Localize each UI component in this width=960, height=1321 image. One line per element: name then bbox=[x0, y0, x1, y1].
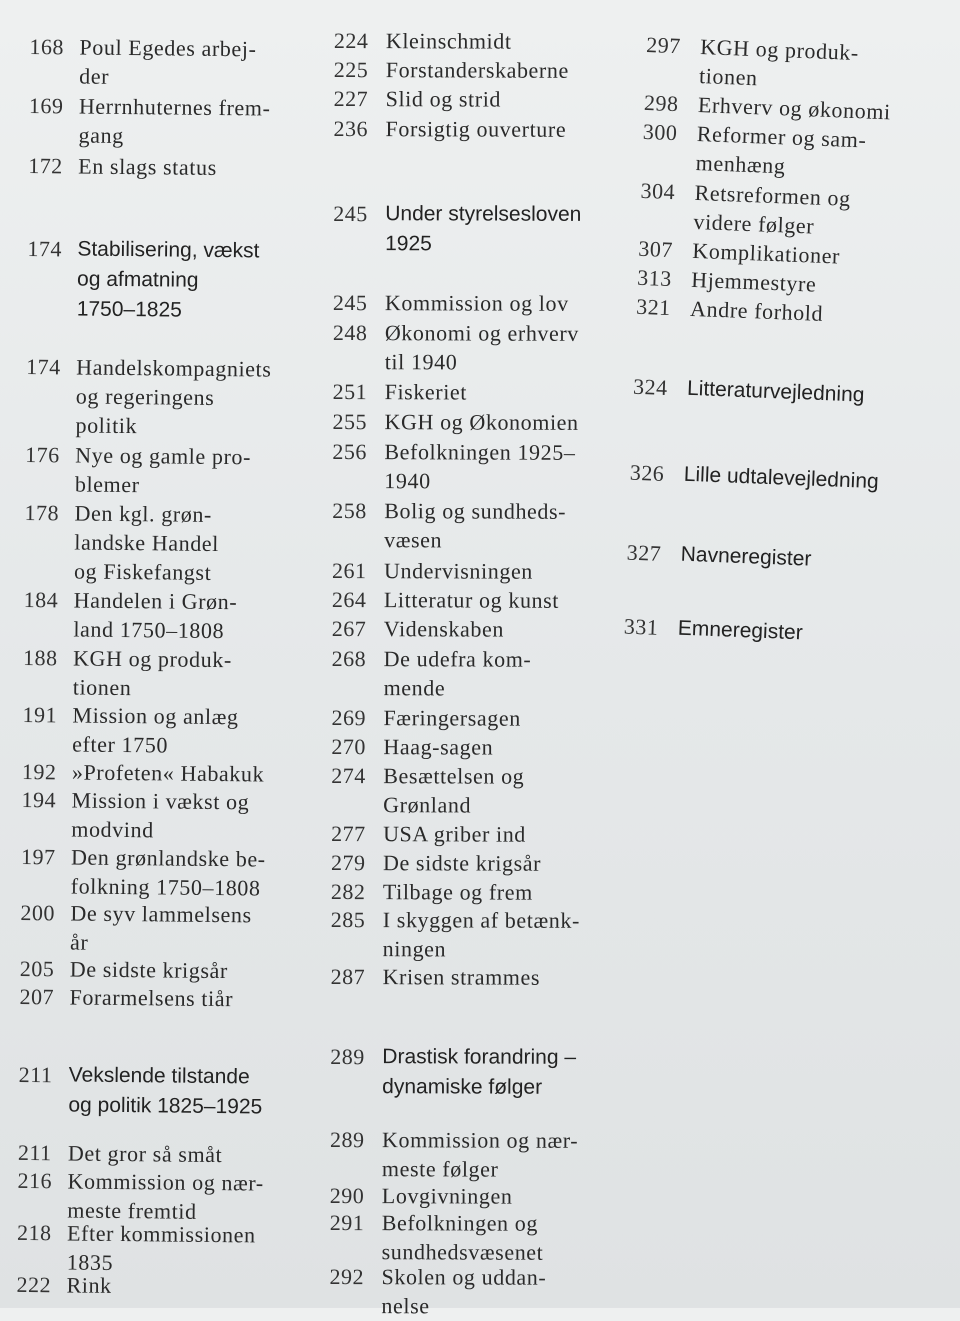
entry-title: Herrnhuternes frem- gang bbox=[78, 93, 271, 148]
page-number: 236 bbox=[333, 115, 369, 142]
entry-title: Komplikationer bbox=[691, 237, 841, 269]
page-number: 289 bbox=[329, 1126, 365, 1153]
page-number: 225 bbox=[333, 56, 369, 83]
entry-title: KGH og produk- tionen bbox=[698, 34, 860, 91]
page-number: 264 bbox=[331, 586, 367, 613]
toc-entry bbox=[333, 377, 467, 406]
toc-entry bbox=[332, 407, 578, 437]
section-title: Under styrelsesloven 1925 bbox=[385, 202, 582, 256]
page-number: 279 bbox=[330, 849, 366, 876]
page-number: 298 bbox=[643, 89, 680, 117]
page-number: 216 bbox=[17, 1167, 53, 1194]
section-heading bbox=[623, 612, 803, 649]
entry-title: KGH og produk- tionen bbox=[72, 645, 232, 701]
page-number: 285 bbox=[330, 906, 366, 933]
entry-title: Befolkningen 1925– 1940 bbox=[384, 439, 576, 494]
entry-title: Rink bbox=[66, 1272, 112, 1298]
entry-title: Forsigtig ouverture bbox=[385, 116, 567, 142]
toc-entry bbox=[21, 842, 266, 903]
page-number: 256 bbox=[332, 438, 367, 465]
toc-entry bbox=[20, 954, 228, 985]
toc-entry bbox=[329, 1262, 546, 1321]
toc-entry bbox=[29, 32, 257, 92]
page-number: 197 bbox=[20, 843, 56, 870]
page-number: 304 bbox=[640, 177, 676, 205]
page-number: 267 bbox=[331, 615, 367, 642]
entry-title: Erhverv og økonomi bbox=[697, 92, 892, 125]
toc-entry bbox=[332, 556, 533, 586]
page-number: 261 bbox=[331, 557, 367, 584]
toc-entry bbox=[331, 905, 580, 964]
entry-title: Besættelsen og Grønland bbox=[383, 763, 525, 818]
entry-title: »Profeten« Habakuk bbox=[71, 759, 265, 787]
toc-entry bbox=[19, 982, 233, 1013]
toc-entry bbox=[331, 848, 541, 878]
entry-title: Bolig og sundheds- væsen bbox=[384, 498, 567, 553]
entry-title: De sidste krigsår bbox=[382, 850, 542, 876]
entry-title: Forstanderskaberne bbox=[385, 57, 569, 83]
toc-entry bbox=[332, 644, 532, 703]
page-number: 290 bbox=[329, 1182, 365, 1209]
page-number: 169 bbox=[28, 92, 64, 119]
toc-entry bbox=[334, 114, 567, 144]
toc-entry bbox=[332, 585, 559, 615]
entry-title: I skyggen af betænk- ningen bbox=[382, 907, 580, 962]
page-number: 268 bbox=[331, 645, 367, 672]
entry-title: Mission i vækst og modvind bbox=[71, 787, 250, 843]
toc-entry bbox=[28, 151, 217, 182]
entry-title: KGH og Økonomien bbox=[384, 409, 579, 435]
entry-title: De udefra kom- mende bbox=[383, 646, 532, 701]
page-number: 282 bbox=[330, 878, 366, 905]
toc-entry bbox=[331, 962, 541, 992]
entry-title: Litteratur og kunst bbox=[383, 587, 560, 613]
entry-title: Haag-sagen bbox=[383, 734, 494, 760]
entry-title: Forarmelsens tiår bbox=[69, 984, 234, 1012]
entry-title: Det gror så småt bbox=[67, 1140, 223, 1168]
page-number: 176 bbox=[25, 441, 60, 468]
section-title: Litteraturvejledning bbox=[686, 376, 865, 407]
entry-title: Slid og strid bbox=[385, 86, 502, 112]
toc-entry bbox=[639, 176, 851, 242]
toc-entry bbox=[636, 292, 824, 328]
page-number: 224 bbox=[333, 27, 369, 54]
page-number: 292 bbox=[329, 1263, 365, 1290]
page-number: 194 bbox=[21, 786, 57, 813]
entry-title: Hjemmestyre bbox=[690, 266, 817, 297]
entry-title: Kommission og lov bbox=[384, 290, 569, 316]
section-heading bbox=[333, 199, 581, 260]
entry-title: Lovgivningen bbox=[381, 1183, 513, 1209]
entry-title: Kommission og nær- meste følger bbox=[381, 1127, 579, 1182]
toc-entry bbox=[22, 757, 265, 789]
entry-title: Befolkningen og sundhedsvæsenet bbox=[381, 1210, 544, 1265]
section-title: Emneregister bbox=[677, 616, 804, 645]
toc-entry bbox=[331, 703, 520, 733]
entry-title: En slags status bbox=[78, 153, 217, 180]
entry-title: Handelskompagniets og regeringens politik bbox=[75, 354, 272, 439]
toc-entry bbox=[645, 30, 860, 96]
page-number: 291 bbox=[329, 1209, 365, 1236]
entry-title: Retsreformen og videre følger bbox=[693, 179, 852, 239]
entry-title: Kommission og nær- meste fremtid bbox=[67, 1168, 264, 1224]
toc-entry bbox=[23, 643, 232, 703]
page-number: 227 bbox=[333, 85, 369, 112]
page-number: 255 bbox=[332, 408, 368, 435]
toc-entry bbox=[331, 819, 526, 849]
entry-title: Krisen strammes bbox=[382, 964, 541, 990]
entry-title: Færingersagen bbox=[383, 705, 521, 731]
toc-entry bbox=[332, 614, 504, 644]
toc-column-3 bbox=[623, 0, 948, 645]
page-number: 211 bbox=[17, 1139, 52, 1166]
page-number: 200 bbox=[20, 899, 56, 926]
entry-title: Den grønlandske be- folkning 1750–1808 bbox=[70, 844, 266, 901]
page-number: 287 bbox=[330, 963, 366, 990]
toc-entry bbox=[330, 1181, 513, 1211]
toc-entry bbox=[25, 440, 251, 500]
entry-title: Undervisningen bbox=[383, 558, 533, 584]
page-number: 222 bbox=[16, 1271, 52, 1298]
entry-title: Nye og gamle pro- blemer bbox=[74, 442, 252, 498]
page-number: 174 bbox=[27, 235, 63, 262]
entry-title: Fiskeriet bbox=[384, 379, 468, 405]
entry-title: De sidste krigsår bbox=[69, 956, 229, 984]
page-number: 331 bbox=[623, 613, 659, 640]
entry-title: De syv lammelsens år bbox=[70, 900, 252, 955]
entry-title: USA griber ind bbox=[383, 821, 526, 847]
page-number: 307 bbox=[637, 235, 674, 263]
page-number: 326 bbox=[629, 459, 665, 486]
toc-entry bbox=[334, 26, 512, 56]
toc-entry bbox=[28, 91, 270, 152]
page-number: 218 bbox=[16, 1219, 52, 1246]
page-number: 277 bbox=[331, 820, 366, 847]
toc-entry bbox=[20, 898, 252, 958]
toc-entry bbox=[22, 700, 239, 760]
entry-title: Poul Egedes arbej- der bbox=[79, 34, 257, 89]
section-title: Vekslende tilstande og politik 1825–1925 bbox=[68, 1063, 263, 1119]
page-number: 251 bbox=[332, 378, 368, 405]
page-number: 211 bbox=[18, 1061, 53, 1088]
page-number: 327 bbox=[626, 539, 662, 566]
page-number: 172 bbox=[28, 152, 63, 179]
section-title: Navneregister bbox=[680, 542, 812, 571]
toc-entry bbox=[25, 352, 271, 442]
toc-entry bbox=[333, 288, 569, 318]
page-number: 321 bbox=[635, 293, 672, 321]
entry-title: Kleinschmidt bbox=[385, 28, 512, 54]
toc-entry bbox=[18, 1138, 223, 1169]
page-number: 324 bbox=[632, 373, 669, 401]
section-title: Lille udtalevejledning bbox=[683, 462, 880, 494]
entry-title: Tilbage og frem bbox=[382, 879, 533, 905]
entry-title: Andre forhold bbox=[689, 295, 824, 326]
section-heading bbox=[330, 1042, 576, 1103]
page-number: 269 bbox=[331, 704, 367, 731]
toc-column-1 bbox=[16, 0, 320, 1298]
toc-entry bbox=[331, 877, 533, 907]
toc-entry bbox=[21, 785, 249, 845]
page-number: 270 bbox=[331, 733, 366, 760]
page-number: 245 bbox=[332, 289, 368, 316]
page-number: 168 bbox=[29, 33, 65, 60]
entry-title: Mission og anlæg efter 1750 bbox=[72, 702, 239, 758]
toc-entry bbox=[331, 761, 524, 820]
section-heading bbox=[629, 458, 879, 498]
page-number: 191 bbox=[22, 701, 58, 728]
section-heading bbox=[626, 538, 812, 575]
page-number: 184 bbox=[23, 586, 59, 613]
page-number: 313 bbox=[636, 264, 673, 292]
section-title: Drastisk forandring – dynamiske følger bbox=[382, 1045, 577, 1099]
toc-entry bbox=[24, 498, 220, 587]
entry-title: Den kgl. grøn- landske Handel og Fiskefangst bbox=[73, 500, 220, 585]
section-heading bbox=[27, 234, 260, 326]
entry-title: Handelen i Grøn- land 1750–1808 bbox=[73, 587, 238, 644]
page-number: 289 bbox=[330, 1043, 365, 1070]
toc-entry bbox=[332, 496, 566, 555]
page-number: 192 bbox=[21, 758, 57, 785]
toc-entry bbox=[641, 117, 867, 184]
page-number: 174 bbox=[26, 353, 61, 380]
toc-column-2 bbox=[329, 0, 634, 1319]
toc-entry bbox=[330, 1208, 544, 1267]
toc-entry bbox=[334, 84, 501, 114]
page-number: 245 bbox=[333, 200, 368, 227]
page-number: 205 bbox=[19, 955, 55, 982]
page-number: 207 bbox=[19, 983, 55, 1010]
page-number: 297 bbox=[645, 31, 682, 59]
page-number: 248 bbox=[332, 319, 368, 346]
page-number: 178 bbox=[24, 499, 60, 526]
toc-entry bbox=[334, 55, 569, 85]
toc-entry bbox=[330, 1125, 578, 1184]
page-number: 274 bbox=[331, 762, 366, 789]
page-number: 258 bbox=[332, 497, 367, 524]
entry-title: Økonomi og erhverv til 1940 bbox=[384, 320, 579, 375]
toc-entry bbox=[23, 585, 237, 645]
toc-entry bbox=[332, 437, 575, 496]
entry-title: Reformer og sam- menhæng bbox=[695, 120, 867, 179]
section-heading bbox=[18, 1060, 262, 1123]
entry-title: Efter kommissionen 1835 bbox=[66, 1220, 256, 1275]
page-number: 188 bbox=[22, 644, 58, 671]
section-heading bbox=[633, 372, 865, 411]
toc-entry bbox=[331, 732, 493, 762]
section-title: Stabilisering, vækst og afmatning 1750–1825 bbox=[76, 237, 260, 322]
toc-entry bbox=[16, 1270, 111, 1300]
entry-title: Videnskaben bbox=[383, 616, 504, 642]
entry-title: Skolen og uddan- nelse bbox=[381, 1264, 547, 1319]
page-number: 300 bbox=[642, 118, 678, 146]
toc-entry bbox=[333, 318, 579, 377]
